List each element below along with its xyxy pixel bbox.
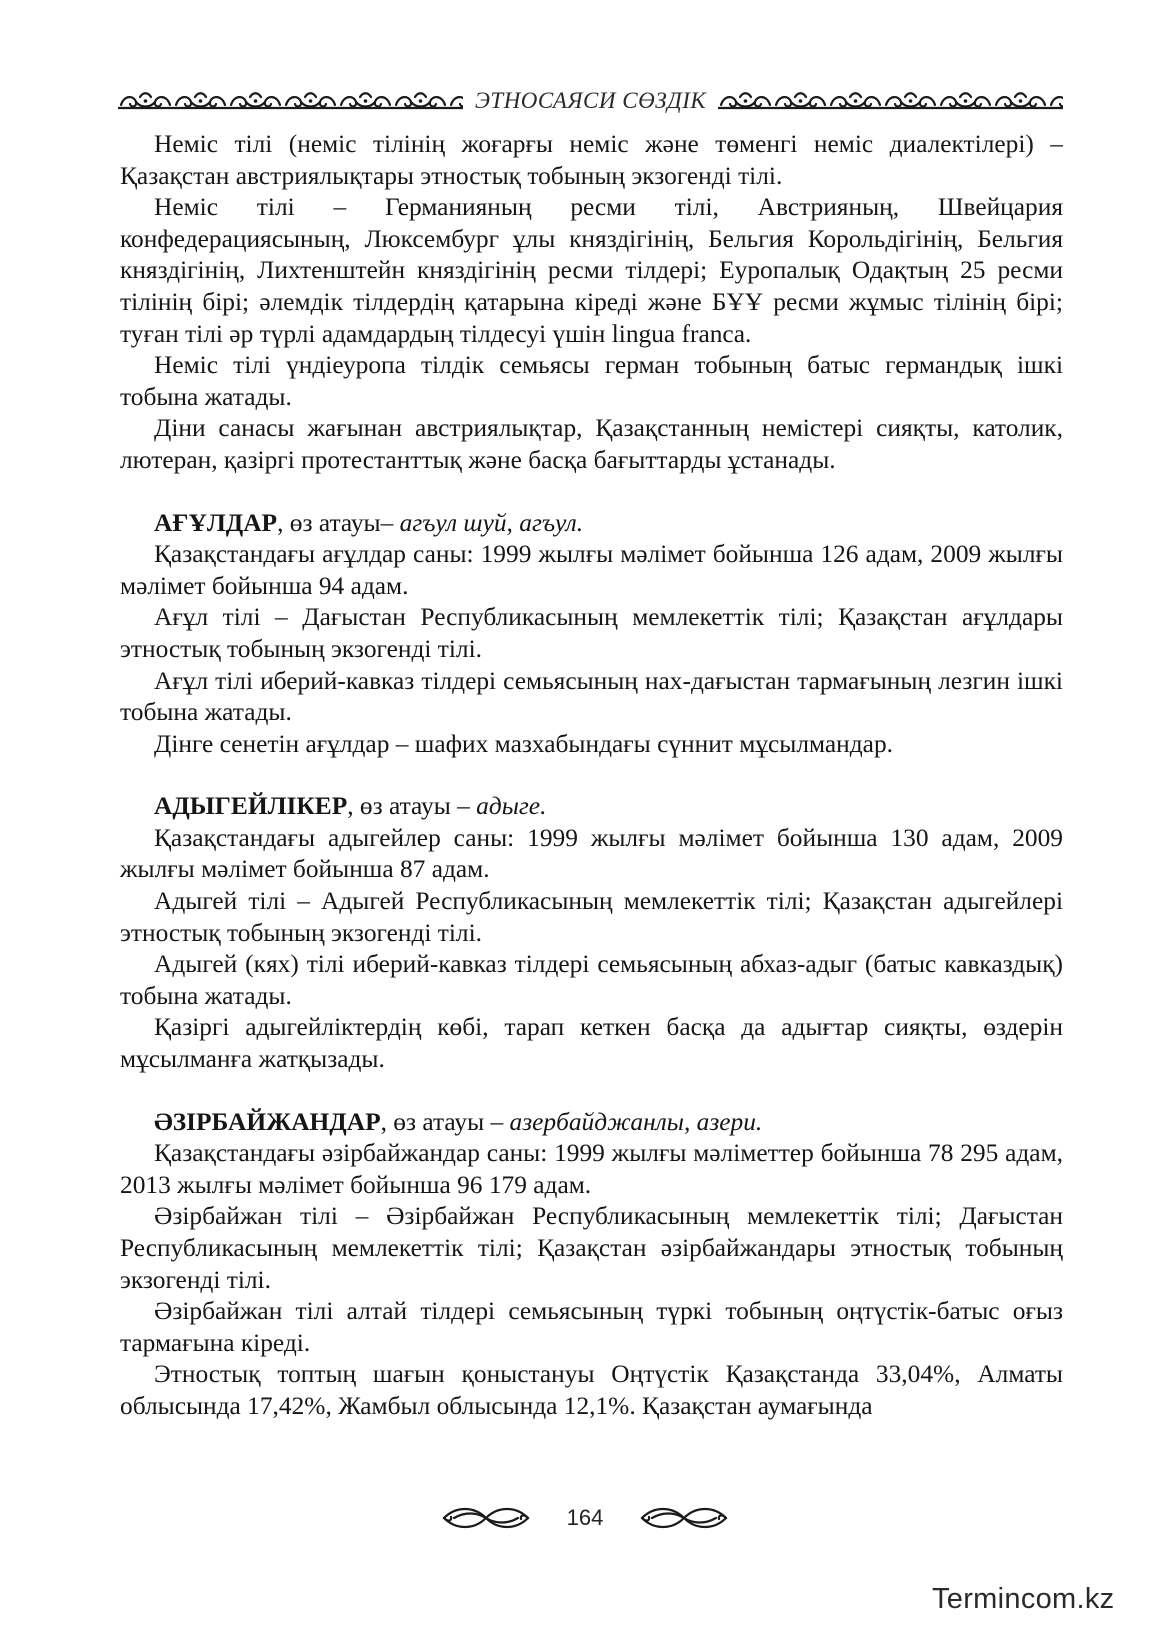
- entry-label: , өз атауы –: [347, 792, 477, 821]
- page-footer: [440, 1500, 730, 1536]
- paragraph: Әзірбайжан тілі алтай тілдері семьясының түркі тобының оңтүстік-батыс оғыз тармағына кіреді.: [120, 1297, 1063, 1357]
- paragraph: Неміс тілі (неміс тілінің жоғарғы неміс және төменгі неміс диалектілері) – Қазақстан австриялықтары этностық тобының экзогенді тілі.: [120, 130, 1063, 190]
- entry-label: , өз атауы –: [380, 1107, 510, 1136]
- paragraph: Қазақстандағы адыгейлер саны: 1999 жылғы мәлімет бойынша 130 адам, 2009 жылғы мәлімет бойынша 87 адам.: [120, 823, 1063, 884]
- watermark: Termincom.kz: [932, 1583, 1115, 1615]
- swirl-ornament-icon: [440, 1505, 532, 1531]
- entry-native-name: агъул шуй, агъул.: [399, 508, 584, 537]
- page-number: 164: [566, 1505, 604, 1530]
- paragraph: Адыгей тілі – Адыгей Республикасының мемлекеттік тілі; Қазақстан адыгейлері этностық тобының экзогенді тілі.: [120, 887, 1063, 947]
- kazakh-ornament-icon: [118, 90, 463, 112]
- entry-label: , өз атауы–: [277, 508, 400, 537]
- paragraph: Діни санасы жағынан австриялықтар, Қазақстанның немістері сияқты, католик, лютеран, қазіргі протестанттық және басқа бағыттарды ұстанады.: [120, 414, 1063, 474]
- entry-heading: [120, 1107, 1063, 1139]
- paragraph: Этностық топтың шағын қоныстануы Оңтүстік Қазақстанда 33,04%, Алматы облысында 17,42%, Жамбыл облысында 12,1%. Қазақстан аумағында: [120, 1360, 1063, 1420]
- paragraph: Қазақстандағы әзірбайжандар саны: 1999 жылғы мәліметтер бойынша 78 295 адам, 2013 жылғы мәлімет бойынша 96 179 адам.: [120, 1139, 1063, 1199]
- entry-native-name: адыге.: [476, 792, 547, 821]
- swirl-ornament-icon: [638, 1505, 730, 1531]
- paragraph: Әзірбайжан тілі – Әзірбайжан Республикасының мемлекеттік тілі; Дағыстан Республикасының мемлекеттік тілі; Қазақстан әзірбайжандары этностық тобының экзогенді тілі.: [120, 1202, 1063, 1294]
- entry-term: АДЫГЕЙЛІКЕР: [154, 792, 348, 821]
- entry-term: ӘЗІРБАЙЖАНДАР: [154, 1107, 381, 1136]
- kazakh-ornament-icon: [718, 90, 1063, 112]
- entry-term: АҒҰЛДАР: [154, 508, 278, 537]
- entry-heading: [120, 508, 1063, 540]
- page-body: [120, 129, 1063, 1423]
- paragraph: Қазіргі адыгейліктердің көбі, тарап кеткен басқа да адығтар сияқты, өздерін мұсылманға жатқызады.: [120, 1013, 1063, 1074]
- paragraph: Адыгей (кях) тілі иберий-кавказ тілдері семьясының абхаз-адыг (батыс кавказдық) тобына жатады.: [120, 950, 1063, 1010]
- entry-native-name: азербайджанлы, азери.: [509, 1107, 763, 1136]
- running-title: ЭТНОСАЯСИ СӨЗДІК: [474, 88, 707, 113]
- paragraph: Қазақстандағы ағұлдар саны: 1999 жылғы мәлімет бойынша 126 адам, 2009 жылғы мәлімет бойынша 94 адам.: [120, 540, 1063, 600]
- paragraph: Ағұл тілі – Дағыстан Республикасының мемлекеттік тілі; Қазақстан ағұлдары этностық тобының экзогенді тілі.: [120, 603, 1063, 663]
- running-header: [118, 86, 1063, 116]
- paragraph: Дінге сенетін ағұлдар – шафих мазхабындағы сүннит мұсылмандар.: [154, 729, 893, 758]
- paragraph: Неміс тілі үндіеуропа тілдік семьясы герман тобының батыс германдық ішкі тобына жатады.: [120, 351, 1063, 411]
- paragraph: Неміс тілі – Германияның ресми тілі, Австрияның, Швейцария конфедерациясының, Люксембург ұлы княздігінің, Бельгия Корольдігінің, Бельгия княздігінің, Лихтенштейн княздігінің ресми тілдері; Еуропалық Одақтың 25 ресми тілінің бірі; әлемдік тілдердің қатарына кіреді және БҰҰ ресми жұмыс тілінің бірі; туған тілі әр түрлі адамдардың тілдесуі үшін lingua franca.: [120, 193, 1063, 348]
- paragraph: Ағұл тілі иберий-кавказ тілдері семьясының нах-дағыстан тармағының лезгин ішкі тобына жатады.: [120, 666, 1063, 727]
- entry-heading: [120, 791, 1063, 823]
